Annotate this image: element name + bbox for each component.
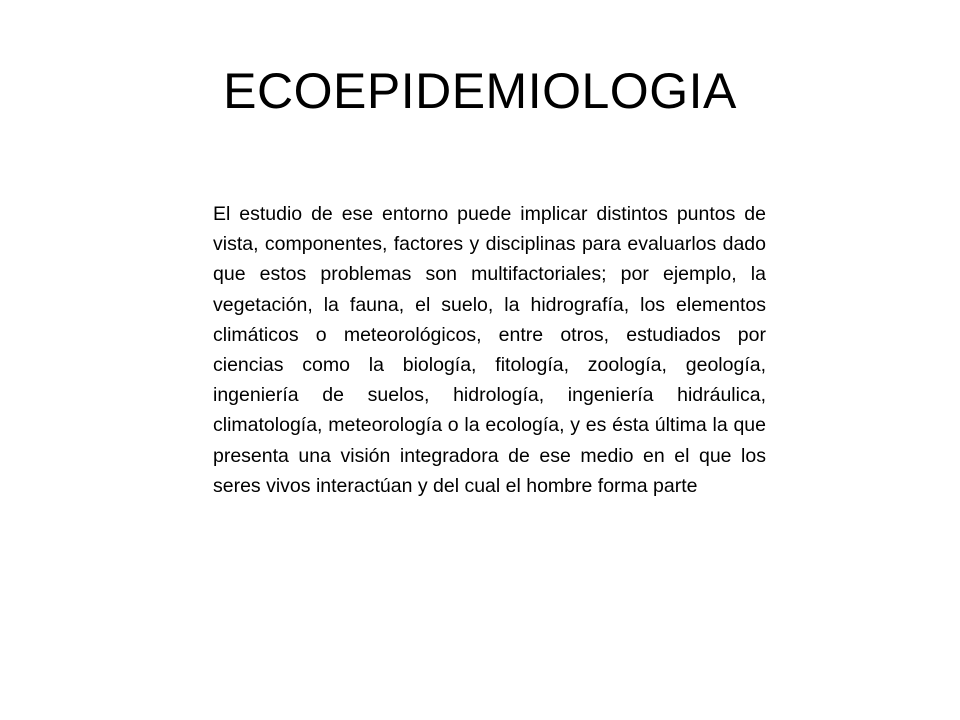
slide-body-text: El estudio de ese entorno puede implicar distintos puntos de vista, componentes, factores y disciplinas para evaluarlos dado que estos problemas son multifactoriales; por ejemplo, la vegetación, la fauna, el suelo, la hidrografía, los elementos climáticos o meteorológicos, entre otros, estudiados por ciencias como la biología, fitología, zoología, geología, ingeniería de suelos, hidrología, ingeniería hidráulica, climatología, meteorología o la ecología, y es ésta última la que presenta una visión integradora de ese medio en el que los seres vivos interactúan y del cual el hombre forma parte: [213, 203, 766, 497]
slide-title: ECOEPIDEMIOLOGIA: [223, 63, 737, 119]
